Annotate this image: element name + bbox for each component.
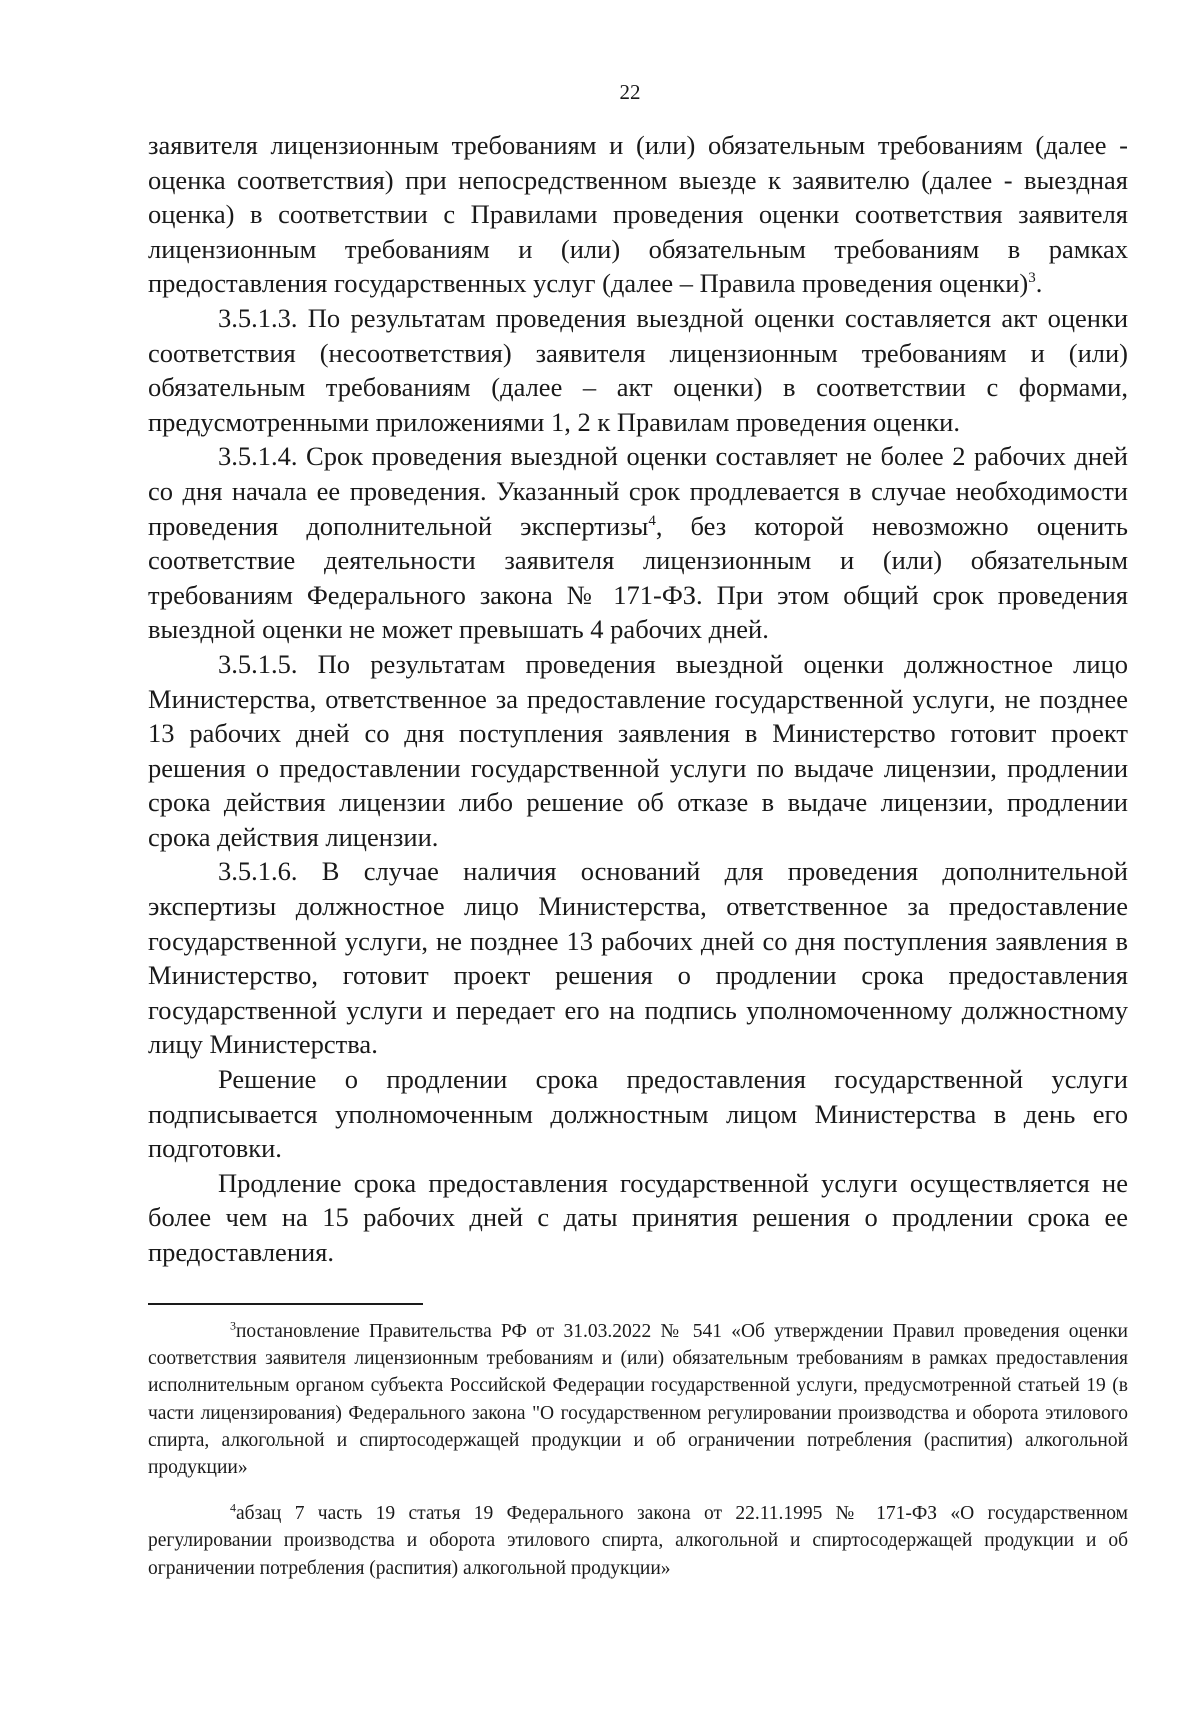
footnote-4: [148, 1500, 1128, 1582]
footnotes: [148, 1318, 1128, 1601]
document-body: [148, 128, 1128, 1270]
page-number: 22: [619, 80, 641, 104]
paragraph-3-5-1-5: 3.5.1.5. По результатам проведения выездной оценки должностное лицо Министерства, ответственное за предоставление государственной услуги, не позднее 13 рабочих дней со дня поступления заявления в Министерство готовит проект решения о предоставлении государственной услуги по выдаче лицензии, продлении срока действия лицензии либо решение об отказе в выдаче лицензии, продлении срока действия лицензии.: [148, 648, 1128, 852]
footnote-text: постановление Правительства РФ от 31.03.2022 № 541 «Об утверждении Правил проведения оценки соответствия заявителя лицензионным требованиям и (или) обязательным требованиям в рамках предоставления исполнительным органом субъекта Российской Федерации государственной услуги, предусмотренной статьей 19 (в части лицензирования) Федерального закона "О государственном регулировании производства и оборота этилового спирта, алкогольной и спиртосодержащей продукции и об ограничении потребления (распития) алкогольной продукции»: [148, 1321, 1128, 1479]
paragraph-extension-decision: Решение о продлении срока предоставления государственной услуги подписывается уполномоченным должностным лицом Министерства в день его подготовки.: [148, 1064, 1128, 1164]
footnote-text: абзац 7 часть 19 статья 19 Федерального закона от 22.11.1995 № 171-ФЗ «О государственном регулировании производства и оборота этилового спирта, алкогольной и спиртосодержащей продукции и об ограничении потребления (распития) алкогольной продукции»: [148, 1503, 1128, 1579]
footnote-ref[interactable]: 3: [1028, 270, 1036, 287]
footnote-divider: [148, 1303, 423, 1305]
paragraph-3-5-1-6: 3.5.1.6. В случае наличия оснований для проведения дополнительной экспертизы должностное лицо Министерства, ответственное за предоставление государственной услуги, не позднее 13 рабочих дней со дня поступления заявления в Министерство, готовит проект решения о продлении срока предоставления государственной услуги и передает его на подпись уполномоченному должностному лицу Министерства.: [148, 856, 1128, 1060]
footnote-3: [148, 1318, 1128, 1481]
footnote-ref[interactable]: 4: [648, 512, 656, 529]
paragraph-text: заявителя лицензионным требованиям и (или) обязательным требованиям (далее - оценка соответствия) при непосредственном выезде к заявителю (далее - выездная оценка) в соответствии с Правилами проведения оценки соответствия заявителя лицензионным требованиям и (или) обязательным требованиям в рамках предоставления государственных услуг (далее – Правила проведения оценки): [148, 130, 1128, 299]
paragraph-tail: , без которой невозможно оценить соответствие деятельности заявителя лицензионным и (или) обязательным требованиям Федерального закона № 171-ФЗ. При этом общий срок проведения выездной оценки не может превышать 4 рабочих дней.: [148, 510, 1128, 645]
paragraph-3-5-1-3: 3.5.1.3. По результатам проведения выездной оценки составляется акт оценки соответствия (несоответствия) заявителя лицензионным требованиям и (или) обязательным требованиям (далее – акт оценки) в соответствии с формами, предусмотренными приложениями 1, 2 к Правилам проведения оценки.: [148, 302, 1128, 437]
paragraph-continuation: [148, 128, 1128, 301]
footnote-marker: 4: [230, 1500, 236, 1515]
paragraph-3-5-1-4: [148, 439, 1128, 647]
paragraph-text: 3.5.1.4. Срок проведения выездной оценки составляет не более 2 рабочих дней со дня начала ее проведения. Указанный срок продлевается в случае необходимости проведения дополнительной экспертизы: [148, 441, 1128, 541]
paragraph-extension-term: Продление срока предоставления государственной услуги осуществляется не более чем на 15 рабочих дней с даты принятия решения о продлении срока ее предоставления.: [148, 1167, 1128, 1267]
paragraph-tail: .: [1035, 268, 1043, 299]
footnote-marker: 3: [230, 1318, 236, 1333]
